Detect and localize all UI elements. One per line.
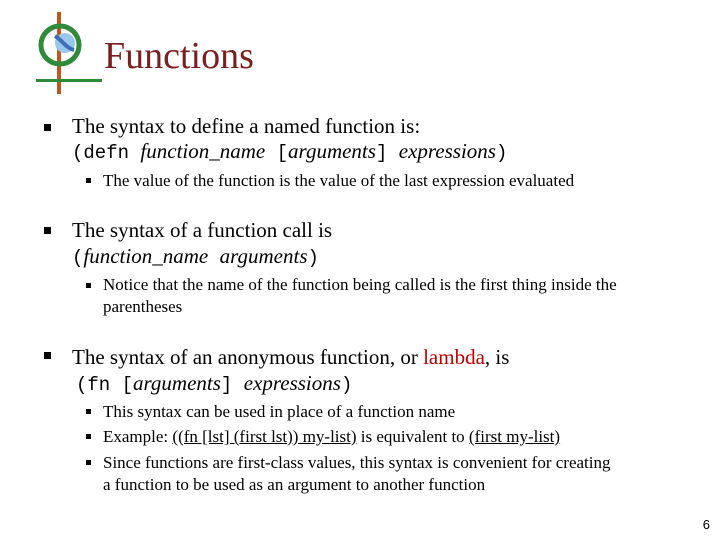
sub-bullet-3-3-cont: a function to be used as an argument to another function	[103, 475, 486, 494]
bullet-marker	[44, 227, 51, 234]
sub-bullet-1-1: The value of the function is the value of the last expression evaluated	[103, 171, 575, 190]
example-first-link: (first my-list)	[468, 427, 561, 446]
fn-syntax: (fn [arguments] expressions)	[76, 371, 353, 396]
bullet-2-text: The syntax of a function call is	[72, 218, 333, 242]
sub-bullet-marker	[86, 178, 91, 183]
example-lambda-link: ((fn [lst] (first lst)) my-list)	[172, 427, 357, 446]
sub-bullet-3-1: This syntax can be used in place of a function name	[103, 402, 456, 421]
sub-bullet-marker	[86, 409, 91, 414]
bullet-marker	[44, 124, 51, 131]
sub-bullet-marker	[86, 283, 91, 288]
sub-bullet-2-1-cont: parentheses	[103, 297, 183, 316]
page-number: 6	[702, 517, 710, 532]
defn-syntax: (defn function_name [arguments] expressions)	[72, 139, 508, 164]
bullet-1-text: The syntax to define a named function is:	[72, 114, 421, 138]
sub-bullet-3-3: Since functions are first-class values, this syntax is convenient for creating	[103, 453, 611, 472]
slide-title: Functions	[104, 35, 254, 77]
lambda-term: lambda	[423, 345, 485, 369]
sub-bullet-3-2: Example: ((fn [lst] (first lst)) my-list) is equivalent to (first my-list)	[103, 427, 561, 446]
sub-bullet-marker	[86, 460, 91, 465]
bullet-3-text: The syntax of an anonymous function, or lambda, is	[72, 345, 510, 369]
sub-bullet-marker	[86, 434, 91, 439]
title-underline	[36, 79, 102, 82]
bullet-marker	[44, 352, 51, 359]
call-syntax: (function_name arguments)	[72, 244, 319, 269]
sub-bullet-2-1: Notice that the name of the function being called is the first thing inside the	[103, 275, 617, 294]
